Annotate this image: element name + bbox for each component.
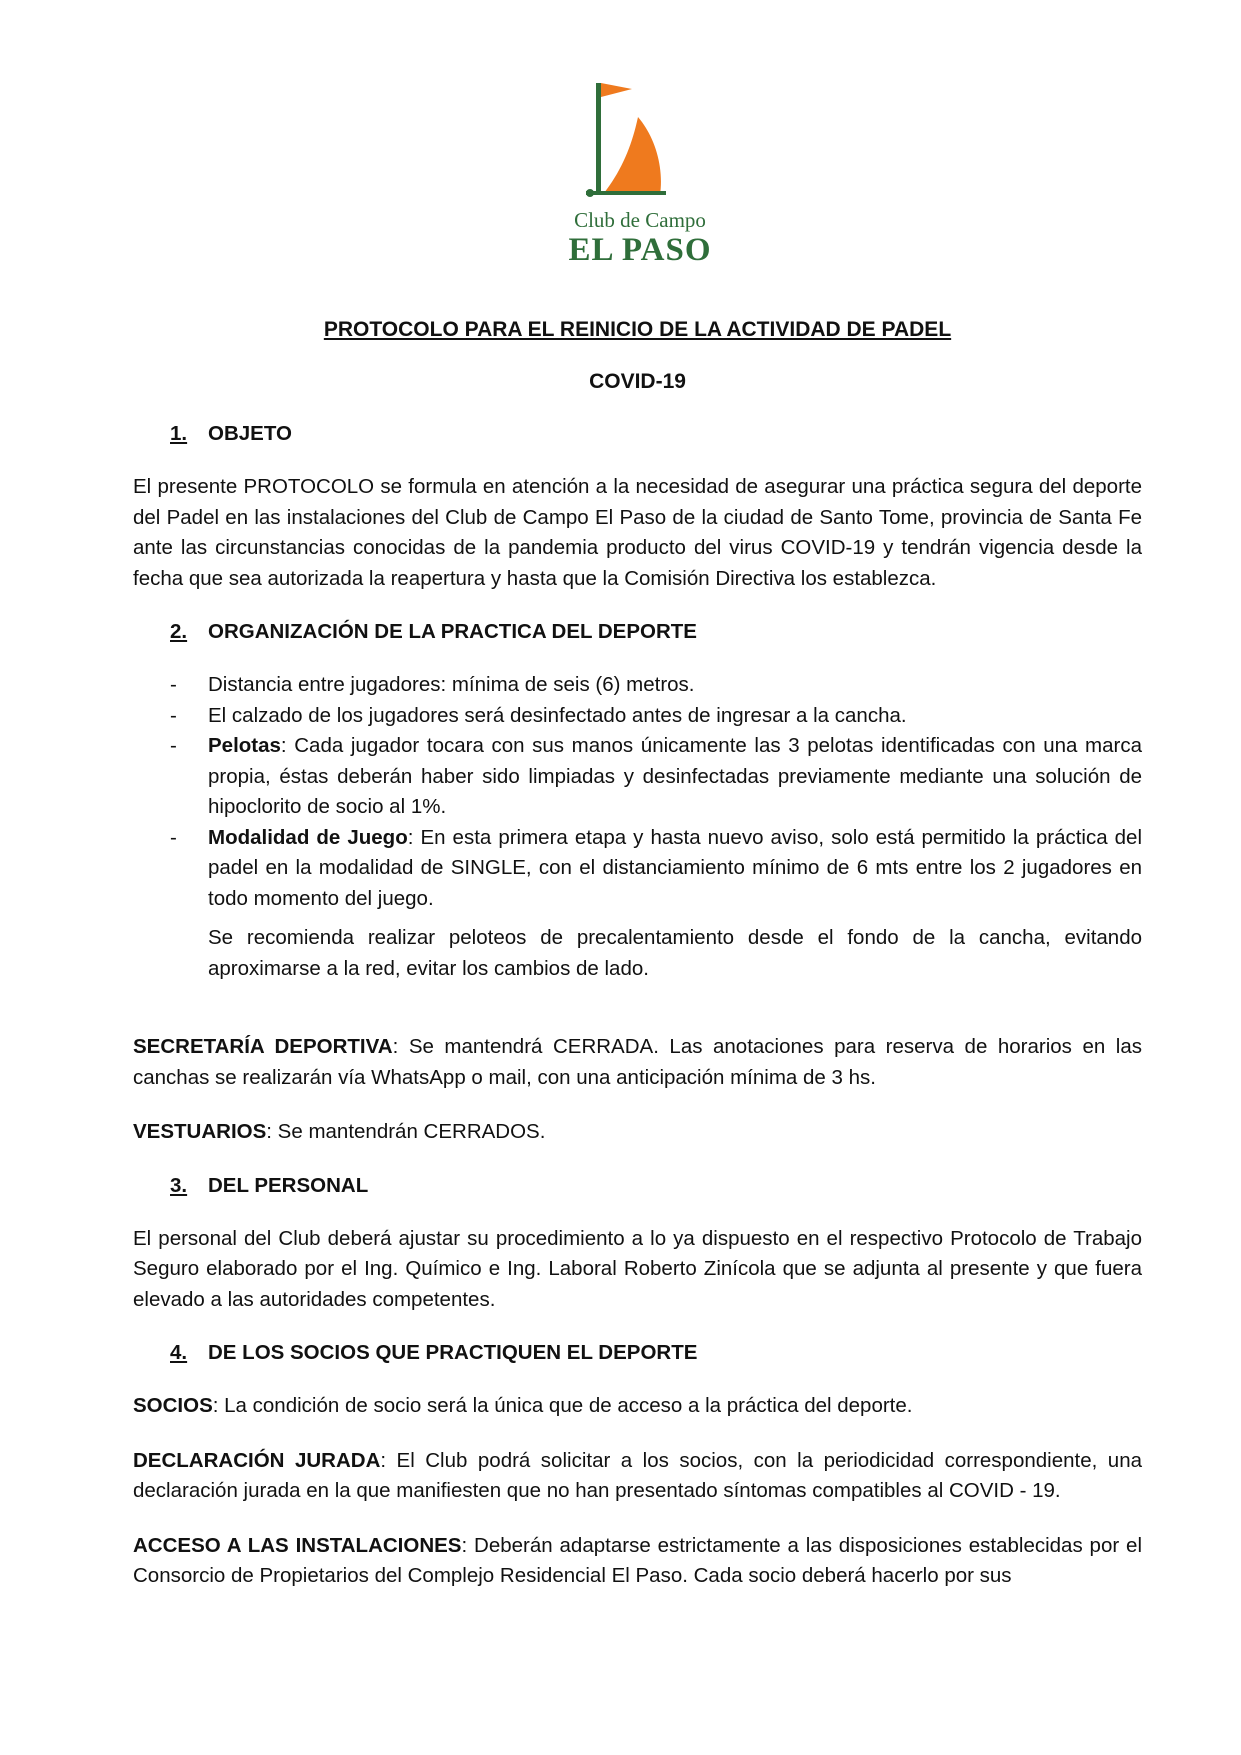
recomendacion-paragraph: Se recomienda realizar peloteos de precalentamiento desde el fondo de la cancha, evitando aproximarse a la red, evitar los cambios de lado. bbox=[208, 926, 1142, 980]
golf-flag-icon bbox=[560, 75, 720, 210]
list-item: - El calzado de los jugadores será desinfectado antes de ingresar a la cancha. bbox=[133, 701, 1142, 732]
section-number: 2. bbox=[170, 620, 188, 643]
list-item: - Distancia entre jugadores: mínima de seis (6) metros. bbox=[133, 670, 1142, 701]
personal-paragraph: El personal del Club deberá ajustar su procedimiento a lo ya dispuesto en el respectivo Protocolo de Trabajo Seguro elaborado por el Ing. Químico e Ing. Laboral Roberto Zinícola que se adjunta al presente y que fuera elevado a las autoridades competentes. bbox=[133, 1226, 1142, 1311]
section-heading-organizacion bbox=[133, 618, 1142, 646]
logo-text-club-de-campo: Club de Campo bbox=[574, 208, 706, 232]
club-logo bbox=[560, 75, 720, 275]
section-title: DE LOS SOCIOS QUE PRACTIQUEN EL DEPORTE bbox=[208, 1341, 698, 1364]
section-heading-socios bbox=[133, 1339, 1142, 1367]
socios-paragraph: SOCIOS: La condición de socio será la única que de acceso a la práctica del deporte. bbox=[133, 1394, 913, 1417]
document-body bbox=[133, 316, 1142, 1592]
document-subtitle: COVID-19 bbox=[589, 370, 686, 393]
declaracion-paragraph: DECLARACIÓN JURADA: El Club podrá solicitar a los socios, con la periodicidad correspondiente, una declaración jurada en la que manifiesten que no han presentado síntomas compatibles al COVID - 19. bbox=[133, 1448, 1142, 1502]
section-heading-personal bbox=[133, 1172, 1142, 1200]
document-title: PROTOCOLO PARA EL REINICIO DE LA ACTIVIDAD DE PADEL bbox=[323, 318, 952, 341]
organizacion-list bbox=[133, 670, 1142, 914]
vestuarios-paragraph: VESTUARIOS: Se mantendrán CERRADOS. bbox=[133, 1120, 546, 1143]
list-item: - Pelotas: Cada jugador tocara con sus manos únicamente las 3 pelotas identificadas con una marca propia, éstas deberán haber sido limpiadas y desinfectadas previamente mediante una solución de hipoclorito de socio al 1%. bbox=[133, 731, 1142, 823]
section-title: DEL PERSONAL bbox=[208, 1173, 369, 1197]
section-number: 3. bbox=[170, 1173, 188, 1197]
section-heading-objeto bbox=[133, 420, 1142, 448]
section-title: OBJETO bbox=[208, 422, 292, 445]
list-item: - Modalidad de Juego: En esta primera etapa y hasta nuevo aviso, solo está permitido la práctica del padel en la modalidad de SINGLE, con el distanciamiento mínimo de 6 mts entre los 2 jugadores en todo momento del juego. bbox=[133, 823, 1142, 915]
objeto-paragraph: El presente PROTOCOLO se formula en atención a la necesidad de asegurar una práctica segura del deporte del Padel en las instalaciones del Club de Campo El Paso de la ciudad de Santo Tome, provincia de Santa Fe ante las circunstancias conocidas de la pandemia producto del virus COVID-19 y tendrán vigencia desde la fecha que sea autorizada la reapertura y hasta que la Comisión Directiva los establezca. bbox=[133, 475, 1142, 590]
section-title: ORGANIZACIÓN DE LA PRACTICA DEL DEPORTE bbox=[208, 620, 697, 643]
section-number: 4. bbox=[170, 1341, 188, 1364]
section-number: 1. bbox=[170, 422, 188, 445]
secretaria-paragraph: SECRETARÍA DEPORTIVA: Se mantendrá CERRADA. Las anotaciones para reserva de horarios en las canchas se realizarán vía WhatsApp o mail, con una anticipación mínima de 3 hs. bbox=[133, 1035, 1143, 1089]
acceso-paragraph: ACCESO A LAS INSTALACIONES: Deberán adaptarse estrictamente a las disposiciones establecidas por el Consorcio de Propietarios del Complejo Residencial El Paso. Cada socio deberá hacerlo por sus bbox=[133, 1533, 1143, 1587]
logo-text-el-paso: EL PASO bbox=[568, 232, 712, 268]
